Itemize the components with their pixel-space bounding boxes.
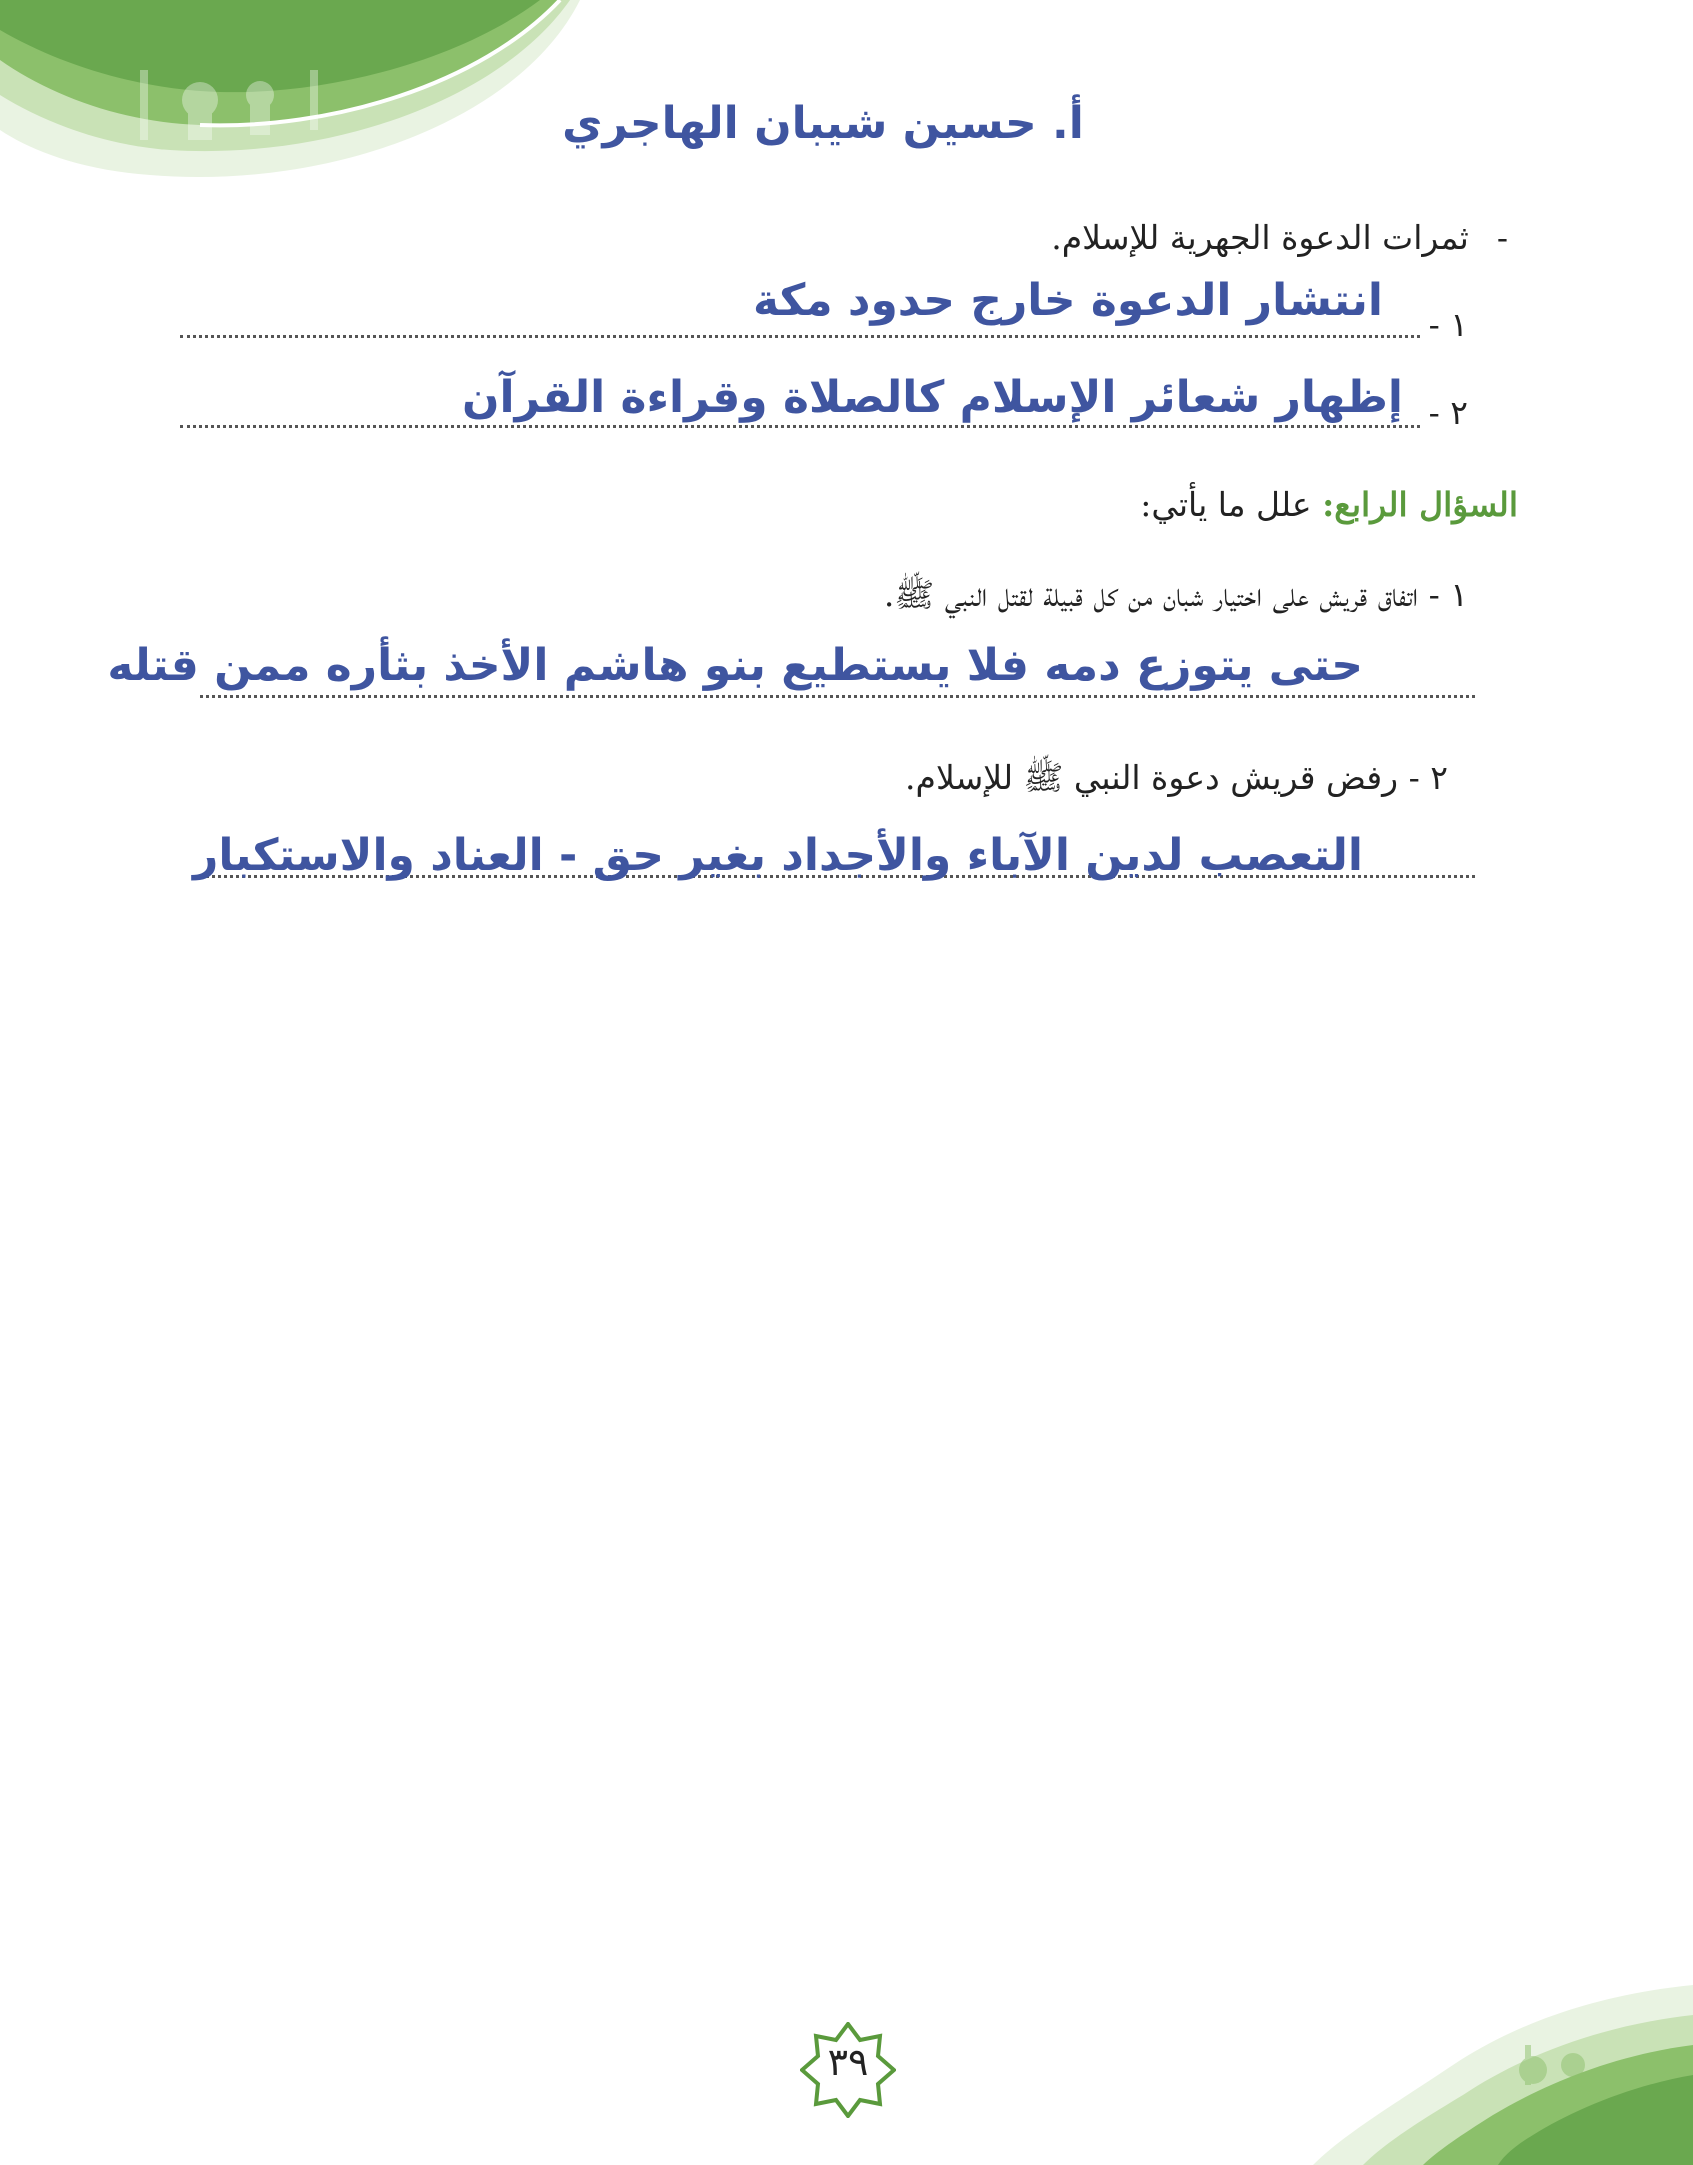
question-item (905, 758, 1448, 806)
item-number: ١ - (1428, 575, 1468, 614)
item-number: ٢ - (1428, 393, 1468, 432)
author-name: أ. حسين شيبان الهاجري (562, 98, 1084, 149)
section-title-text: ثمرات الدعوة الجهرية للإسلام. (1051, 218, 1469, 257)
answer-text: إظهار شعائر الإسلام كالصلاة وقراءة القرآن (461, 372, 1403, 423)
section-title (1051, 218, 1508, 257)
item-number: ١ - (1428, 305, 1468, 344)
answer-text: حتى يتوزع دمه فلا يستطيع بنو هاشم الأخذ بثأره ممن قتله (107, 640, 1363, 691)
page-number: ٣٩ (827, 2040, 869, 2084)
item-number: ٢ - (1408, 758, 1448, 797)
section-bullet: - (1496, 218, 1508, 257)
answer-line (180, 425, 1420, 428)
top-corner-ornament (0, 0, 600, 190)
answer-line (180, 335, 1420, 338)
item-text: رفض قريش دعوة النبي ﷺ للإسلام. (905, 758, 1399, 797)
answer-line (200, 695, 1475, 698)
question-item (884, 575, 1468, 623)
answer-text: التعصب لدين الآباء والأجداد بغير حق - العناد والاستكبار (193, 830, 1363, 881)
answer-text: انتشار الدعوة خارج حدود مكة (753, 275, 1383, 326)
bottom-corner-ornament (1213, 1985, 1693, 2165)
question-heading (1140, 485, 1518, 524)
item-text: اتفاق قريش على اختيار شبان من كل قبيلة لقتل النبي ﷺ. (883, 575, 1419, 614)
question-label: السؤال الرابع: (1322, 485, 1518, 524)
question-prompt: علل ما يأتي: (1140, 485, 1312, 524)
